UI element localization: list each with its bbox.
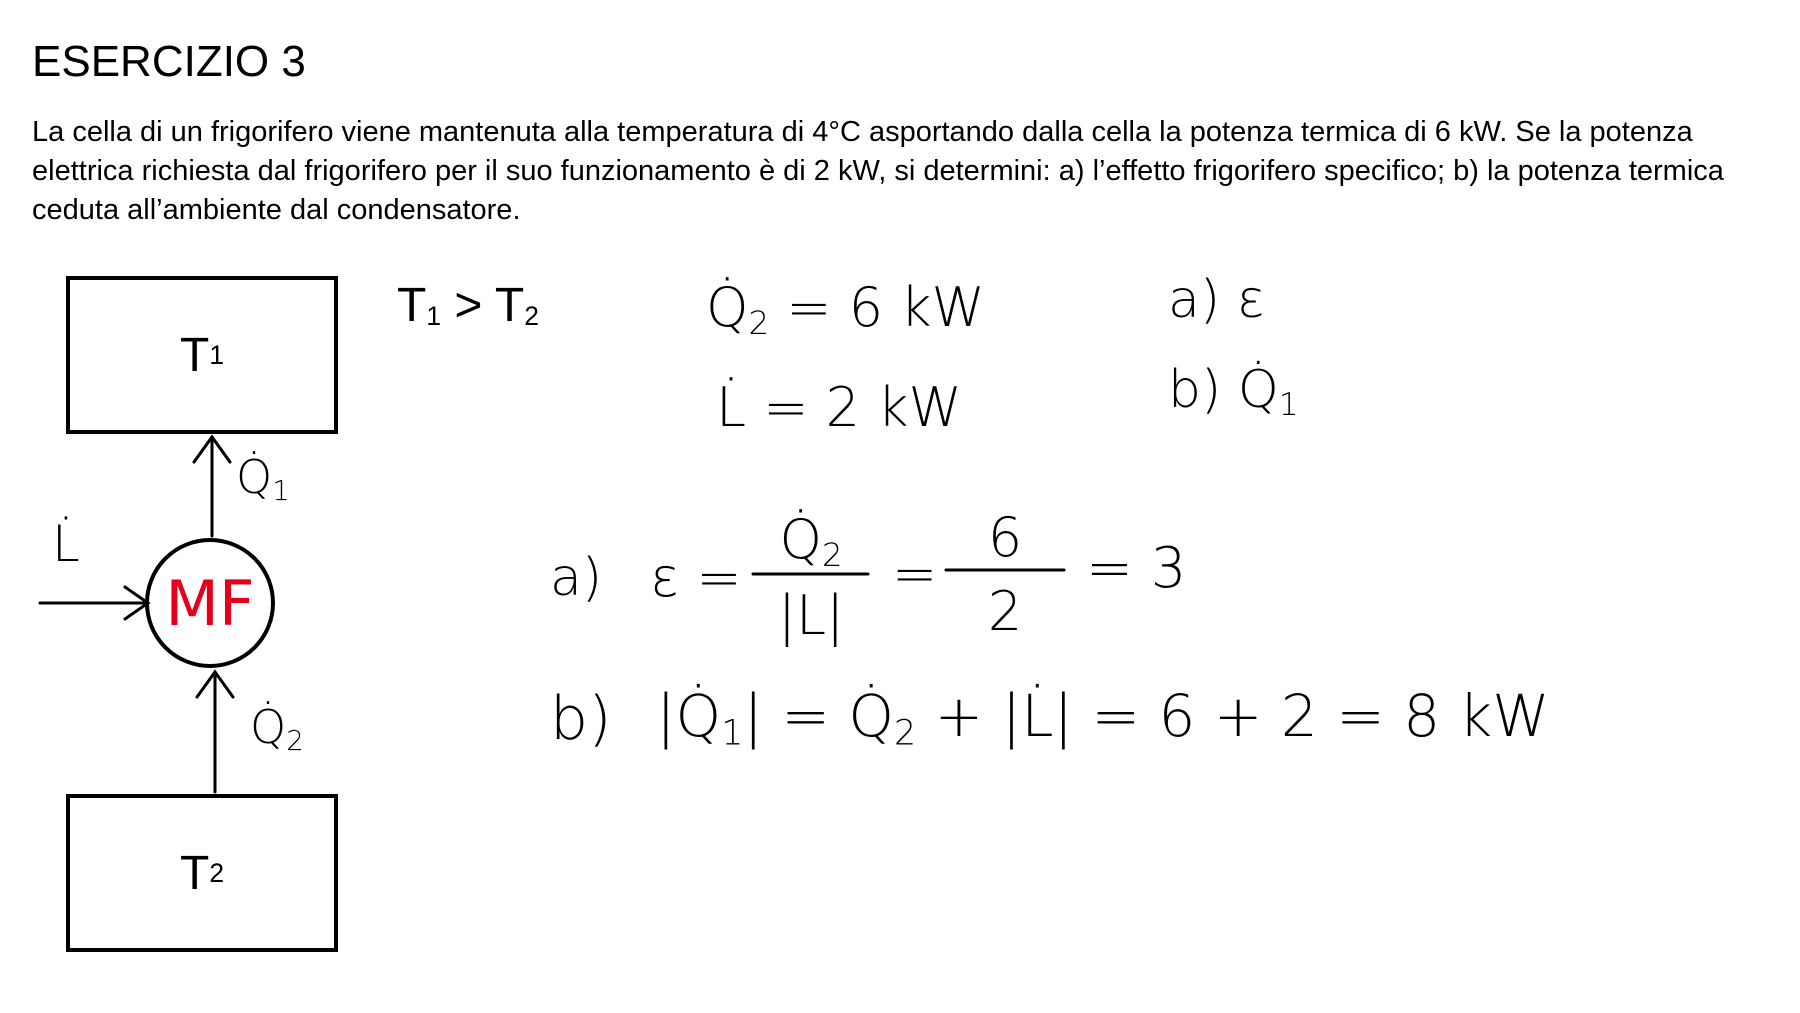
cold-reservoir-symbol: T: [179, 846, 210, 900]
asked-b-index: 1: [1278, 386, 1299, 423]
temperature-condition: [397, 278, 539, 333]
work-in-label: [52, 515, 80, 573]
condition-t2: T: [494, 279, 525, 332]
given-q2-index: 2: [748, 304, 770, 343]
machine-label: MF: [165, 567, 255, 640]
cold-reservoir-index: 2: [209, 857, 224, 888]
given-work: [716, 376, 962, 439]
heat-in-index: 2: [286, 723, 304, 757]
solution-b-lhs-symbol: · Q: [676, 682, 722, 750]
solution-b-lhs-index: 1: [721, 713, 744, 754]
given-q2-symbol: · Q: [706, 276, 749, 339]
heat-out-index: 1: [272, 473, 290, 507]
hot-reservoir-symbol: T: [179, 328, 210, 382]
solution-a-denominator: |L|: [777, 584, 845, 647]
condition-t1: T: [397, 279, 427, 332]
solution-b-eq: =: [781, 682, 830, 750]
asked-a-symbol: ε: [1236, 270, 1265, 330]
abs-bar-right: |: [743, 682, 763, 750]
solution-b-result: = 6 + 2 = 8 kW: [1091, 682, 1550, 750]
given-q2-value: = 6 kW: [786, 276, 985, 339]
asked-a: [1168, 270, 1265, 330]
condition-t1-index: 1: [426, 300, 442, 331]
heat-in-symbol: · Q: [250, 700, 286, 754]
given-l-value: = 2 kW: [763, 376, 962, 439]
hot-reservoir-index: 1: [209, 339, 224, 370]
abs-bar-l-right: |: [1053, 682, 1074, 750]
condition-operator: >: [454, 279, 483, 332]
solution-a-result: = 3: [1086, 536, 1187, 601]
solution-b-plus: +: [934, 682, 984, 750]
exercise-title: ESERCIZIO 3: [32, 37, 306, 86]
cold-reservoir-box: [66, 794, 338, 952]
condition-t2-index: 2: [524, 300, 539, 331]
abs-bar-l-left: |: [1001, 682, 1022, 750]
solution-a-num2: 6: [987, 506, 1023, 569]
problem-statement: La cella di un frigorifero viene mantenuta alla temperatura di 4°C asportando dalla cella la potenza termica di 6 kW. Se la potenza elettrica richiesta dal frigorifero per il suo funzionamento è di 2 kW, si determini: a) l’effetto frigorifero specifico; b) la potenza termica ceduta all’ambiente dal condensatore.: [32, 116, 1724, 226]
solution-a-numerator: [756, 508, 866, 574]
solution-b-label: b): [550, 684, 612, 754]
given-heat-cold: [706, 276, 985, 342]
heat-in-label: [250, 700, 304, 757]
solution-a-equals: =: [892, 542, 938, 605]
solution-a-den2: 2: [987, 580, 1023, 643]
asked-b-label: b): [1168, 360, 1222, 420]
work-in-symbol: · L: [52, 515, 80, 573]
asked-a-label: a): [1168, 270, 1221, 330]
solution-b-equation: [656, 682, 1550, 754]
asked-b-symbol: · Q: [1238, 360, 1279, 420]
solution-a-num-index: 2: [821, 536, 843, 575]
solution-a-label: a): [550, 548, 603, 608]
hot-reservoir-box: [66, 276, 338, 434]
solution-b-l-symbol: · L: [1021, 682, 1053, 750]
asked-b: [1168, 360, 1299, 423]
solution-b-rhs-index: 2: [894, 713, 917, 754]
given-l-symbol: · L: [716, 376, 746, 439]
heat-out-symbol: · Q: [236, 450, 272, 504]
heat-out-label: [236, 450, 290, 507]
solution-a-lhs: ε =: [650, 546, 742, 609]
solution-b-rhs-symbol: · Q: [848, 682, 894, 750]
solution-a-num-symbol: · Q: [779, 508, 822, 571]
abs-bar-left: |: [656, 682, 676, 750]
